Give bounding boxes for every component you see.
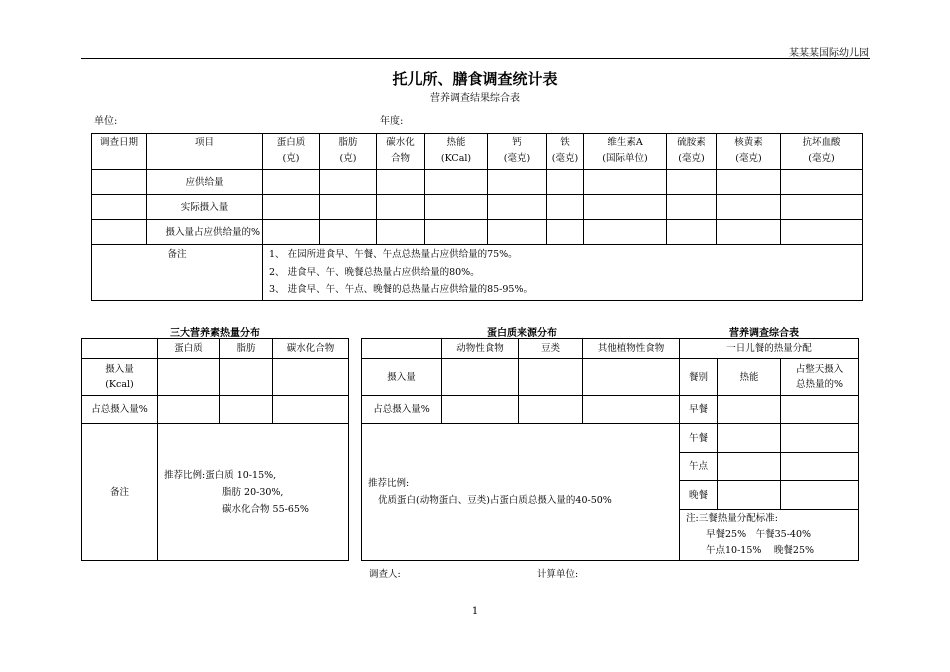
school-name: 某某某国际幼儿园 <box>789 48 869 59</box>
data-cell[interactable] <box>263 220 320 245</box>
col-item: 项目 <box>147 134 263 170</box>
data-cell[interactable] <box>488 220 547 245</box>
remark-line: 3、 进食早、午、午点、晚餐的总热量占应供给量的85-95%。 <box>269 284 533 295</box>
macro-title: 三大营养素热量分布 <box>170 328 260 339</box>
data-cell[interactable] <box>547 195 584 220</box>
data-cell[interactable] <box>667 220 717 245</box>
data-cell[interactable] <box>377 170 425 195</box>
data-cell[interactable] <box>584 170 667 195</box>
page-number: 1 <box>471 606 479 617</box>
data-cell[interactable] <box>667 170 717 195</box>
data-cell[interactable] <box>781 481 859 510</box>
data-cell[interactable] <box>158 396 220 424</box>
summary-top-header: 一日儿餐的热量分配 <box>680 339 859 359</box>
row-percent: 占总摄入量% <box>82 396 158 424</box>
row-label-actual: 实际摄入量 <box>147 195 263 220</box>
summary-table <box>679 338 859 561</box>
meal-lunch: 午餐 <box>680 424 718 453</box>
data-cell[interactable] <box>220 359 273 396</box>
summary-title: 营养调查综合表 <box>729 328 799 339</box>
col-fat: 脂肪 (克) <box>320 134 377 170</box>
data-cell[interactable] <box>377 220 425 245</box>
date-cell[interactable] <box>92 170 147 195</box>
data-cell[interactable] <box>488 195 547 220</box>
row-intake: 摄入量 <box>362 359 442 396</box>
protein-recommend: 推荐比例: 优质蛋白(动物蛋白、豆类)占蛋白质总摄入量的40-50% <box>362 424 680 561</box>
col-protein: 蛋白质 (克) <box>263 134 320 170</box>
col-other-plant: 其他植物性食物 <box>583 339 680 359</box>
page-title: 托儿所、膳食调查统计表 <box>392 70 558 88</box>
col-energy: 热能 (KCal) <box>425 134 488 170</box>
meal-snack: 午点 <box>680 453 718 481</box>
col-riboflavin: 核黄素 (毫克) <box>717 134 781 170</box>
data-cell[interactable] <box>583 396 680 424</box>
col-energy: 热能 <box>718 359 781 396</box>
col-vitamin-c: 抗坏血酸 (毫克) <box>781 134 863 170</box>
col-vitamin-a: 维生素A (国际单位) <box>584 134 667 170</box>
data-cell[interactable] <box>442 359 519 396</box>
data-cell[interactable] <box>718 424 781 453</box>
data-cell[interactable] <box>781 195 863 220</box>
date-cell[interactable] <box>92 195 147 220</box>
data-cell[interactable] <box>519 359 583 396</box>
investigator-label: 调查人: <box>369 569 401 580</box>
col-percent: 占整天摄入 总热量的% <box>781 359 859 396</box>
col-carb: 碳水化 合物 <box>377 134 425 170</box>
data-cell[interactable] <box>547 170 584 195</box>
col-iron: 铁 (毫克) <box>547 134 584 170</box>
data-cell[interactable] <box>263 170 320 195</box>
data-cell[interactable] <box>781 396 859 424</box>
data-cell[interactable] <box>717 195 781 220</box>
col-meal: 餐别 <box>680 359 718 396</box>
data-cell[interactable] <box>547 220 584 245</box>
data-cell[interactable] <box>584 195 667 220</box>
col-animal: 动物性食物 <box>442 339 519 359</box>
data-cell[interactable] <box>320 170 377 195</box>
data-cell[interactable] <box>425 170 488 195</box>
data-cell[interactable] <box>220 396 273 424</box>
data-cell[interactable] <box>377 195 425 220</box>
col-protein: 蛋白质 <box>158 339 220 359</box>
meal-breakfast: 早餐 <box>680 396 718 424</box>
data-cell[interactable] <box>667 195 717 220</box>
col-date: 调查日期 <box>92 134 147 170</box>
data-cell[interactable] <box>781 170 863 195</box>
col-thiamine: 硫胺素 (毫克) <box>667 134 717 170</box>
protein-table <box>361 338 680 561</box>
data-cell[interactable] <box>263 195 320 220</box>
data-cell[interactable] <box>717 170 781 195</box>
corner-cell <box>362 339 442 359</box>
header-rule <box>81 58 870 59</box>
data-cell[interactable] <box>425 220 488 245</box>
col-beans: 豆类 <box>519 339 583 359</box>
row-percent: 占总摄入量% <box>362 396 442 424</box>
data-cell[interactable] <box>781 424 859 453</box>
row-label-percent: 摄入量占应供给量的% <box>147 220 263 245</box>
data-cell[interactable] <box>717 220 781 245</box>
row-intake-kcal: 摄入量 (Kcal) <box>82 359 158 396</box>
unit-label: 单位: <box>94 116 118 127</box>
data-cell[interactable] <box>718 481 781 510</box>
data-cell[interactable] <box>273 396 349 424</box>
data-cell[interactable] <box>519 396 583 424</box>
year-label: 年度: <box>380 116 404 127</box>
col-calcium: 钙 (毫克) <box>488 134 547 170</box>
corner-cell <box>82 339 158 359</box>
macro-recommend: 推荐比例:蛋白质 10-15%, 脂肪 20-30%, 碳水化合物 55-65% <box>158 424 349 561</box>
calc-unit-label: 计算单位: <box>537 569 579 580</box>
macro-remark-label: 备注 <box>82 424 158 561</box>
data-cell[interactable] <box>584 220 667 245</box>
meal-dinner: 晚餐 <box>680 481 718 510</box>
col-carb: 碳水化合物 <box>273 339 349 359</box>
data-cell[interactable] <box>583 359 680 396</box>
remarks-cell <box>263 245 863 301</box>
data-cell[interactable] <box>320 220 377 245</box>
data-cell[interactable] <box>158 359 220 396</box>
data-cell[interactable] <box>718 396 781 424</box>
data-cell[interactable] <box>488 170 547 195</box>
row-label-supply: 应供给量 <box>147 170 263 195</box>
protein-title: 蛋白质来源分布 <box>487 328 557 339</box>
summary-note: 注:三餐热量分配标准: 早餐25% 午餐35-40% 午点10-15% 晚餐25% <box>680 510 859 561</box>
data-cell[interactable] <box>442 396 519 424</box>
page-subtitle: 营养调查结果综合表 <box>430 93 520 104</box>
remark-label: 备注 <box>92 245 263 301</box>
remark-line: 1、 在园所进食早、午餐、午点总热量占应供给量的75%。 <box>269 249 518 260</box>
main-survey-table <box>91 133 863 301</box>
data-cell[interactable] <box>718 453 781 481</box>
data-cell[interactable] <box>425 195 488 220</box>
data-cell[interactable] <box>781 220 863 245</box>
data-cell[interactable] <box>320 195 377 220</box>
col-fat: 脂肪 <box>220 339 273 359</box>
macro-table <box>81 338 349 561</box>
remark-line: 2、 进食早、午、晚餐总热量占应供给量的80%。 <box>269 266 480 278</box>
date-cell[interactable] <box>92 220 147 245</box>
data-cell[interactable] <box>781 453 859 481</box>
data-cell[interactable] <box>273 359 349 396</box>
